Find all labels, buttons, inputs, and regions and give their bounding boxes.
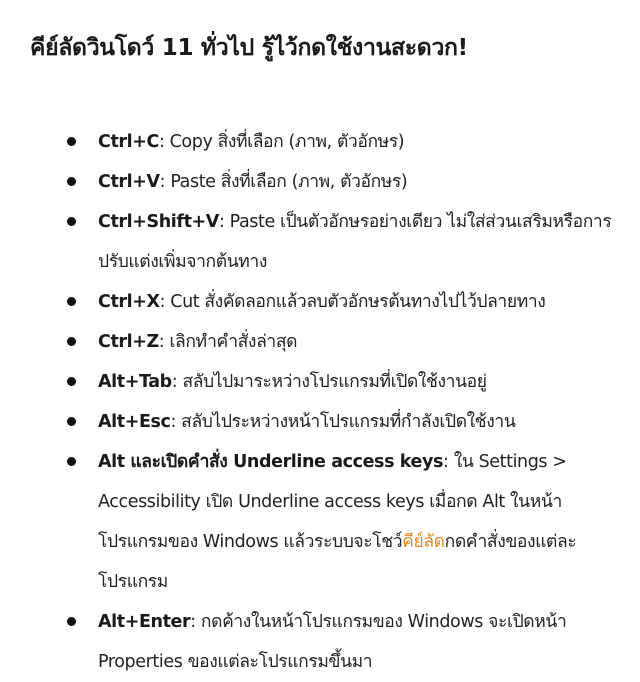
shortcut-description: : กดค้างในหน้าโปรแกรมของ Windows จะเปิดหน้า Properties ของแต่ละโปรแกรมขึ้นมา — [98, 612, 567, 672]
list-item — [0, 602, 640, 682]
shortcut-key: Ctrl+Z — [98, 332, 159, 352]
list-item — [0, 322, 640, 362]
shortcut-description-tail: กดคำสั่งของแต่ละโปรแกรม — [98, 532, 577, 592]
shortcut-list — [0, 122, 640, 682]
shortcut-key: Ctrl+Shift+V — [98, 212, 219, 232]
list-item — [0, 162, 640, 202]
bullet-icon — [67, 137, 76, 146]
shortcut-key: Ctrl+V — [98, 172, 160, 192]
shortcut-description: : สลับไประหว่างหน้าโปรแกรมที่กำลังเปิดใช้งาน — [170, 412, 516, 432]
list-item — [0, 362, 640, 402]
bullet-icon — [67, 457, 76, 466]
shortcut-key: Alt และเปิดคำสั่ง Underline access keys — [98, 452, 444, 472]
shortcut-description: : Paste เป็นตัวอักษรอย่างเดียว ไม่ใส่ส่วนเสริมหรือการปรับแต่งเพิ่มจากต้นทาง — [98, 212, 612, 272]
list-item — [0, 282, 640, 322]
bullet-icon — [67, 617, 76, 626]
shortcut-description: : Copy สิ่งที่เลือก (ภาพ, ตัวอักษร) — [158, 132, 405, 152]
bullet-icon — [67, 217, 76, 226]
list-item — [0, 202, 640, 282]
shortcut-description: : เลิกทำคำสั่งล่าสุด — [158, 332, 298, 352]
shortcut-key: Alt+Enter — [98, 612, 191, 632]
shortcut-description: : สลับไปมาระหว่างโปรแกรมที่เปิดใช้งานอยู่ — [171, 372, 487, 392]
bullet-icon — [67, 417, 76, 426]
bullet-icon — [67, 377, 76, 386]
shortcut-description: : Cut สั่งคัดลอกแล้วลบตัวอักษรต้นทางไปไว้ปลายทาง — [159, 292, 546, 312]
list-item — [0, 402, 640, 442]
shortcut-key: Ctrl+X — [98, 292, 160, 312]
list-item — [0, 122, 640, 162]
shortcut-key: Ctrl+C — [98, 132, 159, 152]
bullet-icon — [67, 337, 76, 346]
shortcut-description: : Paste สิ่งที่เลือก (ภาพ, ตัวอักษร) — [159, 172, 408, 192]
shortcut-keyword-link[interactable]: คีย์ลัด — [402, 532, 445, 552]
page-title: คีย์ลัดวินโดว์ 11 ทั่วไป รู้ไว้กดใช้งานสะดวก! — [30, 35, 468, 61]
shortcut-key: Alt+Esc — [98, 412, 171, 432]
bullet-icon — [67, 297, 76, 306]
shortcut-key: Alt+Tab — [98, 372, 172, 392]
list-item — [0, 442, 640, 602]
shortcut-description: : ใน Settings > Accessibility เปิด Underline access keys เมื่อกด Alt ในหน้าโปรแกรมของ Windows แล้วระบบจะโชว์ — [98, 452, 567, 552]
bullet-icon — [67, 177, 76, 186]
